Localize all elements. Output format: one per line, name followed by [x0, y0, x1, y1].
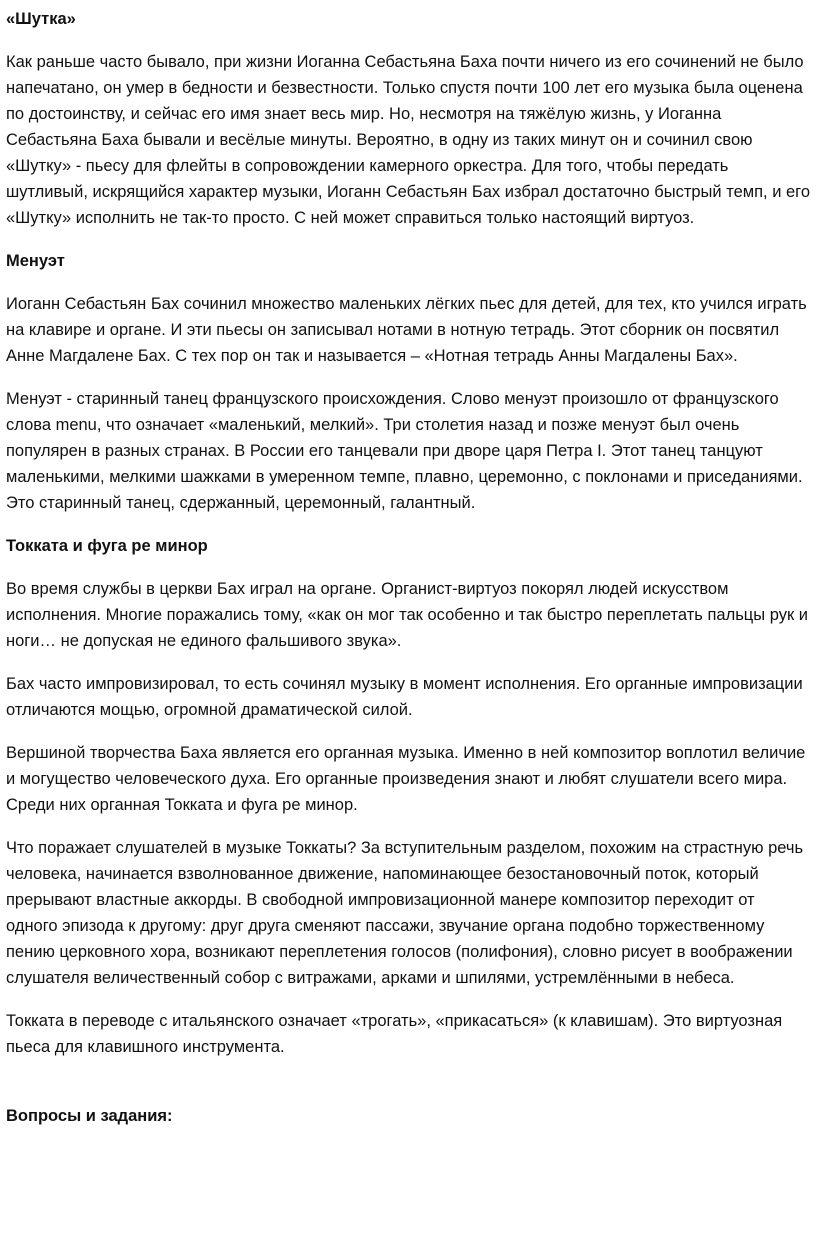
paragraph-toccata-1: Во время службы в церкви Бах играл на органе. Органист-виртуоз покорял людей искусством исполнения. Многие поражались тому, «как он мог так особенно и так быстро переплетать пальцы рук и ноги… не допуская не единого фальшивого звука». [6, 580, 808, 650]
heading-minuet: Менуэт [6, 252, 65, 270]
paragraph-minuet-1: Иоганн Себастьян Бах сочинил множество маленьких лёгких пьес для детей, для тех, кто учился играть на клавире и органе. И эти пьесы он записывал нотами в нотную тетрадь. Этот сборник он посвятил Анне Магдалене Бах. С тех пор он так и называется – «Нотная тетрадь Анны Магдалены Бах». [6, 295, 807, 365]
heading-questions: Вопросы и задания: [6, 1107, 173, 1125]
heading-toccata: Токката и фуга ре минор [6, 537, 208, 555]
paragraph-toccata-5: Токката в переводе с итальянского означает «трогать», «прикасаться» (к клавишам). Это виртуозная пьеса для клавишного инструмента. [6, 1012, 783, 1056]
heading-joke: «Шутка» [6, 10, 76, 28]
paragraph-toccata-4: Что поражает слушателей в музыке Токкаты? За вступительным разделом, похожим на страстную речь человека, начинается взволнованное движение, напоминающее безостановочный поток, который прерывают властные аккорды. В свободной импровизационной манере композитор переходит от одного эпизода к другому: друг друга сменяют пассажи, звучание органа подобно торжественному пению церковного хора, возникают переплетения голосов (полифония), словно рисует в воображении слушателя величественный собор с витражами, арками и шпилями, устремлёнными в небеса. [6, 839, 804, 987]
paragraph-toccata-2: Бах часто импровизировал, то есть сочинял музыку в момент исполнения. Его органные импровизации отличаются мощью, огромной драматической силой. [6, 675, 803, 719]
paragraph-joke-1: Как раньше часто бывало, при жизни Иоганна Себастьяна Баха почти ничего из его сочинений не было напечатано, он умер в бедности и безвестности. Только спустя почти 100 лет его музыка была оценена по достоинству, и сейчас его имя знает весь мир. Но, несмотря на тяжёлую жизнь, у Иоганна Себастьяна Баха бывали и весёлые минуты. Вероятно, в одну из таких минут он и сочинил свою «Шутку» - пьесу для флейты в сопровождении камерного оркестра. Для того, чтобы передать шутливый, искрящийся характер музыки, Иоганн Себастьян Бах избрал достаточно быстрый темп, и его «Шутку» исполнить не так-то просто. С ней может справиться только настоящий виртуоз. [6, 53, 811, 227]
paragraph-minuet-2: Менуэт - старинный танец французского происхождения. Слово менуэт произошло от французского слова menu, что означает «маленький, мелкий». Три столетия назад и позже менуэт был очень популярен в разных странах. В России его танцевали при дворе царя Петра I. Этот танец танцуют маленькими, мелкими шажками в умеренном темпе, плавно, церемонно, с поклонами и приседаниями. Это старинный танец, сдержанный, церемонный, галантный. [6, 390, 803, 512]
paragraph-toccata-3: Вершиной творчества Баха является его органная музыка. Именно в ней композитор воплотил величие и могущество человеческого духа. Его органные произведения знают и любят слушатели всего мира. Среди них органная Токката и фуга ре минор. [6, 744, 806, 814]
blank-line [6, 1077, 810, 1103]
